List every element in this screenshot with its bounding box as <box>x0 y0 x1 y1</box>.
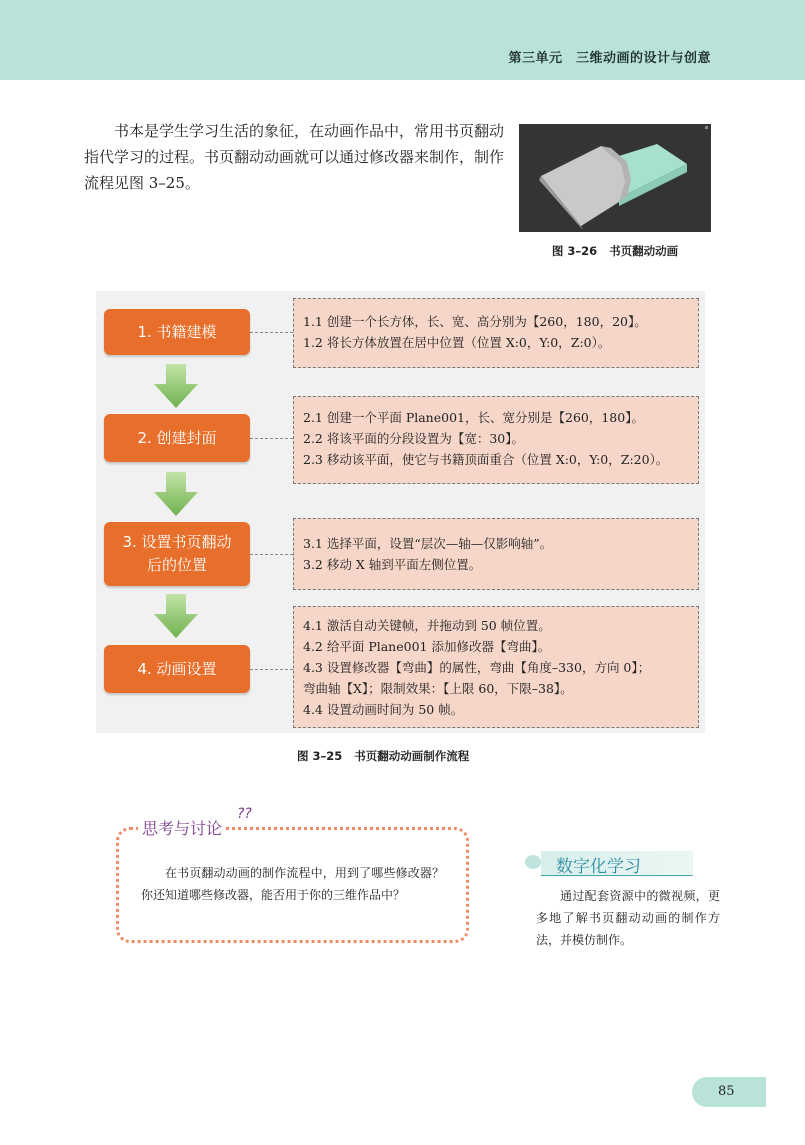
step-2-detail-3: 2.3 移动该平面，使它与书籍顶面重合（位置 X:0，Y:0，Z:20）。 <box>303 452 669 467</box>
step-4-details <box>293 606 699 728</box>
figure-25-number: 图 3–25 <box>297 749 343 763</box>
discussion-title: 思考与讨论 <box>138 816 226 839</box>
digital-learning-text <box>536 885 720 951</box>
step-3-details <box>293 518 699 590</box>
down-arrow-icon <box>152 472 200 517</box>
step-2-label: 2. 创建封面 <box>137 428 217 447</box>
header-band <box>0 0 805 80</box>
figure-26-number: 图 3–26 <box>551 244 598 258</box>
step-2-detail-2: 2.2 将该平面的分段设置为【宽：30】。 <box>303 431 525 446</box>
step-1-details <box>293 298 699 368</box>
step-4-connector <box>250 669 293 670</box>
step-1-detail-2: 1.2 将长方体放置在居中位置（位置 X:0，Y:0，Z:0）。 <box>303 335 611 350</box>
page-number: 85 <box>718 1084 735 1099</box>
digital-learning-title: 数字化学习 <box>556 857 641 877</box>
step-4-detail-3: 4.3 设置修改器【弯曲】的属性，弯曲【角度–330，方向 0】； <box>303 660 651 675</box>
down-arrow-icon <box>152 594 200 639</box>
step-3-detail-2: 3.2 移动 X 轴到平面左侧位置。 <box>303 557 482 572</box>
digital-learning-dot-icon <box>525 855 541 869</box>
down-arrow-icon <box>152 364 200 409</box>
step-4-box <box>104 645 250 693</box>
step-1-connector <box>250 332 293 333</box>
step-4-detail-5: 4.4 设置动画时间为 50 帧。 <box>303 702 464 717</box>
step-2-connector <box>250 438 293 439</box>
figure-26-caption <box>519 243 711 259</box>
step-4-label: 4. 动画设置 <box>137 659 217 678</box>
step-3-box <box>104 522 250 586</box>
step-4-detail-1: 4.1 激活自动关键帧，并拖动到 50 帧位置。 <box>303 618 551 633</box>
step-3-connector <box>250 554 293 555</box>
unit-title: 第三单元 三维动画的设计与创意 <box>508 51 711 66</box>
step-3-label-line-2: 后的位置 <box>146 556 207 574</box>
figure-26-title: 书页翻动动画 <box>609 244 679 258</box>
step-2-detail-1: 2.1 创建一个平面 Plane001，长、宽分别是【260，180】。 <box>303 410 644 425</box>
step-3-detail-1: 3.1 选择平面，设置“层次—轴—仅影响轴”。 <box>303 536 553 551</box>
step-4-detail-2: 4.2 给平面 Plane001 添加修改器【弯曲】。 <box>303 639 551 654</box>
discussion-text <box>141 862 444 906</box>
step-4-detail-4: 弯曲轴【X】；限制效果：【上限 60，下限–38】。 <box>303 681 573 696</box>
book-page-render <box>519 124 711 232</box>
step-2-details <box>293 396 699 484</box>
step-2-box <box>104 414 250 462</box>
figure-25-title: 书页翻动动画制作流程 <box>354 749 470 763</box>
book-page-illustration <box>519 124 711 232</box>
step-1-label: 1. 书籍建模 <box>137 322 217 341</box>
step-1-detail-1: 1.1 创建一个长方体，长、宽、高分别为【260，180，20】。 <box>303 314 647 329</box>
step-3-label-line-1: 3. 设置书页翻动 <box>122 533 232 551</box>
question-marks-icon: ?? <box>237 806 252 822</box>
discussion-paragraph: 在书页翻动动画的制作流程中，用到了哪些修改器？你还知道哪些修改器，能否用于你的三维作品中？ <box>141 866 444 902</box>
intro-paragraph: 书本是学生学习生活的象征，在动画作品中，常用书页翻动指代学习的过程。书页翻动动画就可以通过修改器来制作，制作流程见图 3–25。 <box>84 122 505 192</box>
intro-text <box>84 118 504 196</box>
step-1-box <box>104 309 250 355</box>
digital-learning-paragraph: 通过配套资源中的微视频，更多地了解书页翻动动画的制作方法，并模仿制作。 <box>536 889 720 947</box>
figure-25-caption <box>297 748 469 764</box>
